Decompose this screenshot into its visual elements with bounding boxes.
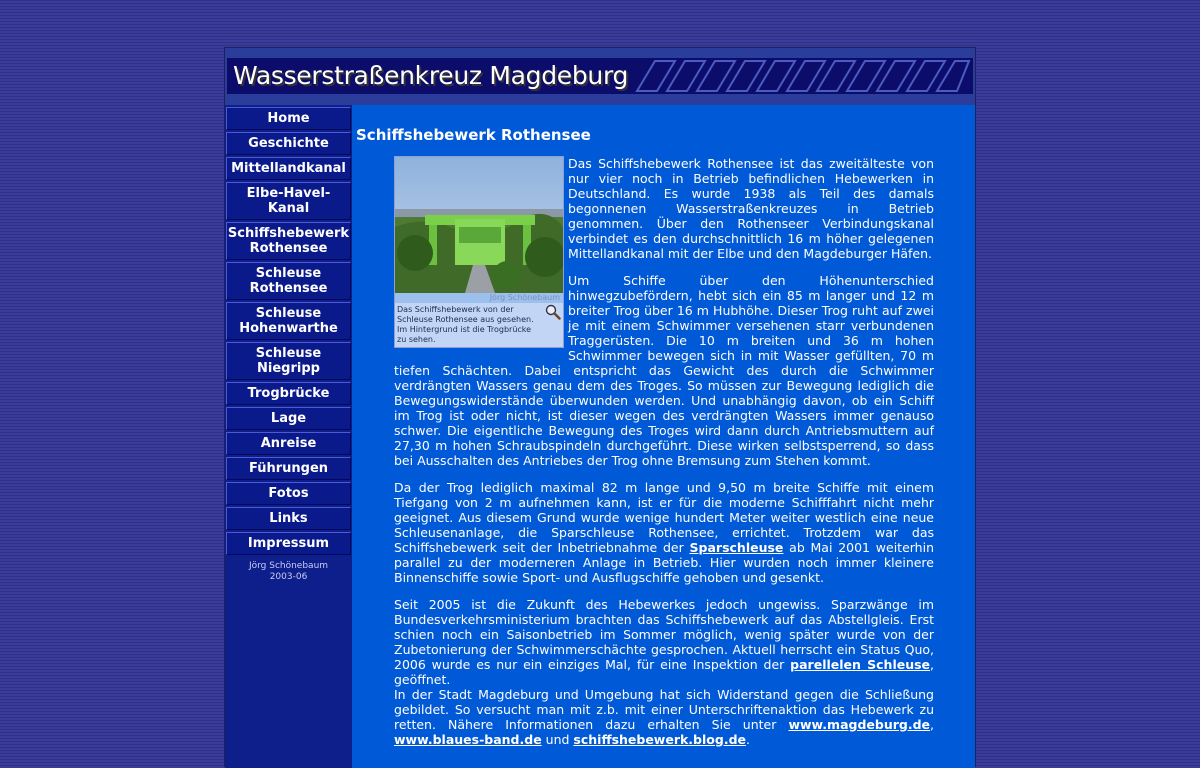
nav-anreise[interactable]: Anreise [226,432,351,455]
credit-years: 2003-06 [269,572,308,582]
site-title: Wasserstraßenkreuz Magdeburg [233,61,629,90]
nav-schiffshebewerk-rothensee[interactable]: Schiffshebewerk Rothensee [226,222,351,260]
nav-geschichte[interactable]: Geschichte [226,132,351,155]
nav-fotos[interactable]: Fotos [226,482,351,505]
sidebar-credit [225,561,352,583]
nav-mittellandkanal[interactable]: Mittellandkanal [226,157,351,180]
photo-credit: Jörg Schönebaum [395,293,563,303]
link-parallele-schleuse[interactable]: parellelen Schleuse [790,657,931,672]
photo-caption: Das Schiffshebewerk von der Schleuse Rothensee aus gesehen. Im Hintergrund ist die Trogbrücke zu sehen. [397,305,534,344]
header-stripes [635,59,971,93]
page-title: Schiffshebewerk Rothensee [356,126,591,144]
paragraph-intro: Das Schiffshebewerk Rothensee ist das zweitälteste von nur vier noch in Betrieb befindlichen Hebewerken in Deutschland. Es wurde 1938 als Teil des damals begonnenen Wasserstraßenkreuzes in Betrieb genommen. Über den Rothenseer Verbindungskanal verbindet es den durchschnittlich 16 m höher gelegenen Mittellandkanal mit der Elbe und den Magdeburger Häfen. [568,156,934,261]
page-frame [224,47,976,767]
photo-figure [394,156,564,348]
nav-links[interactable]: Links [226,507,351,530]
magnifier-icon[interactable] [545,304,561,320]
nav-lage[interactable]: Lage [226,407,351,430]
paragraph-technik: Um Schiffe über den Höhenunterschied hinwegzubefördern, hebt sich ein 85 m langer und 12 m breiter Trog über 16 m Hubhöhe. Dieser Trog ruht auf zwei je mit einem Schwimmer versehenen starr verbundenen Traggerüsten. Die 10 m breiten und 36 m hohen Schwimmer bewegen sich in mit Wasser gefüllten, 70 m tiefen Schächten. Dabei entspricht das Gewicht des durch die Schwimmer verdrängten Wassers genau dem des Troges. So müssen zur Bewegung lediglich die Bewegungswiderstände überwunden werden. Und unabhängig davon, ob ein Schiff im Trog ist oder nicht, ist dieser wegen des verdrängten Wassers immer genauso schwer. Die eigentliche Bewegung des Troges wird dann durch Antriebsmuttern auf 27,30 m hohen Schraubspindeln durchgeführt. Diese wirken selbstsperrend, so dass bei Ausschalten des Antriebes der Trog ohne Bremsung zum Stehen kommt. [394,273,934,468]
paragraph-sparschleuse: Da der Trog lediglich maximal 82 m lange und 9,50 m breite Schiffe mit einem Tiefgang von 2 m aufnehmen kann, ist er für die moderne Schifffahrt nicht mehr geeignet. Aus diesem Grund wurde wenige hundert Meter weiter westlich eine neue Schleusenanlage, die Sparschleuse Rothensee, errichtet. Trotzdem war das Schiffshebewerk seit der Inbetriebnahme der Sparschleuse ab Mai 2001 weiterhin parallel zu der moderneren Anlage in Betrieb. Hier wurden noch immer kleinere Binnenschiffe sowie Sport- und Ausflugschiffe gehoben und gesenkt. [394,480,934,585]
nav-impressum[interactable]: Impressum [226,532,351,555]
credit-name: Jörg Schönebaum [248,561,329,571]
paragraph-widerstand: In der Stadt Magdeburg und Umgebung hat sich Widerstand gegen die Schließung gebildet. So versucht man mit z.b. mit einer Unterschriftenaktion das Hebewerk zu retten. Nähere Informationen dazu erhalten Sie unter www.magdeburg.de, www.blaues-band.de und schiffshebewerk.blog.de. [394,687,934,747]
main-content [352,105,975,768]
site-header [225,48,975,106]
link-blaues-band[interactable]: www.blaues-band.de [394,732,542,747]
nav-schleuse-rothensee[interactable]: Schleuse Rothensee [226,262,351,300]
link-sparschleuse[interactable]: Sparschleuse [689,540,784,555]
article-body [394,156,934,759]
nav-elbe-havel-kanal[interactable]: Elbe-Havel-Kanal [226,182,351,220]
photo-image[interactable] [395,157,563,293]
link-magdeburg-de[interactable]: www.magdeburg.de [788,717,931,732]
nav-schleuse-niegripp[interactable]: Schleuse Niegripp [226,342,351,380]
nav-fuehrungen[interactable]: Führungen [226,457,351,480]
link-schiffshebewerk-blog[interactable]: schiffshebewerk.blog.de [573,732,747,747]
paragraph-zukunft: Seit 2005 ist die Zukunft des Hebewerkes jedoch ungewiss. Sparzwänge im Bundesverkehrsministerium brachten das Schiffshebewerk auf das Abstellgleis. Erst schien noch ein Saisonbetrieb im Sommer möglich, wenig später wurde von der Zubetonierung der Schwimmerschächte gesprochen. Aktuell herrscht ein Status Quo, 2006 wurde es nur ein einziges Mal, für eine Inspektion der parellelen Schleuse, geöffnet. [394,597,935,687]
sidebar-nav [225,105,352,768]
nav-trogbruecke[interactable]: Trogbrücke [226,382,351,405]
nav-home[interactable]: Home [226,107,351,130]
nav-schleuse-hohenwarthe[interactable]: Schleuse Hohenwarthe [226,302,351,340]
caption-box [395,303,563,347]
